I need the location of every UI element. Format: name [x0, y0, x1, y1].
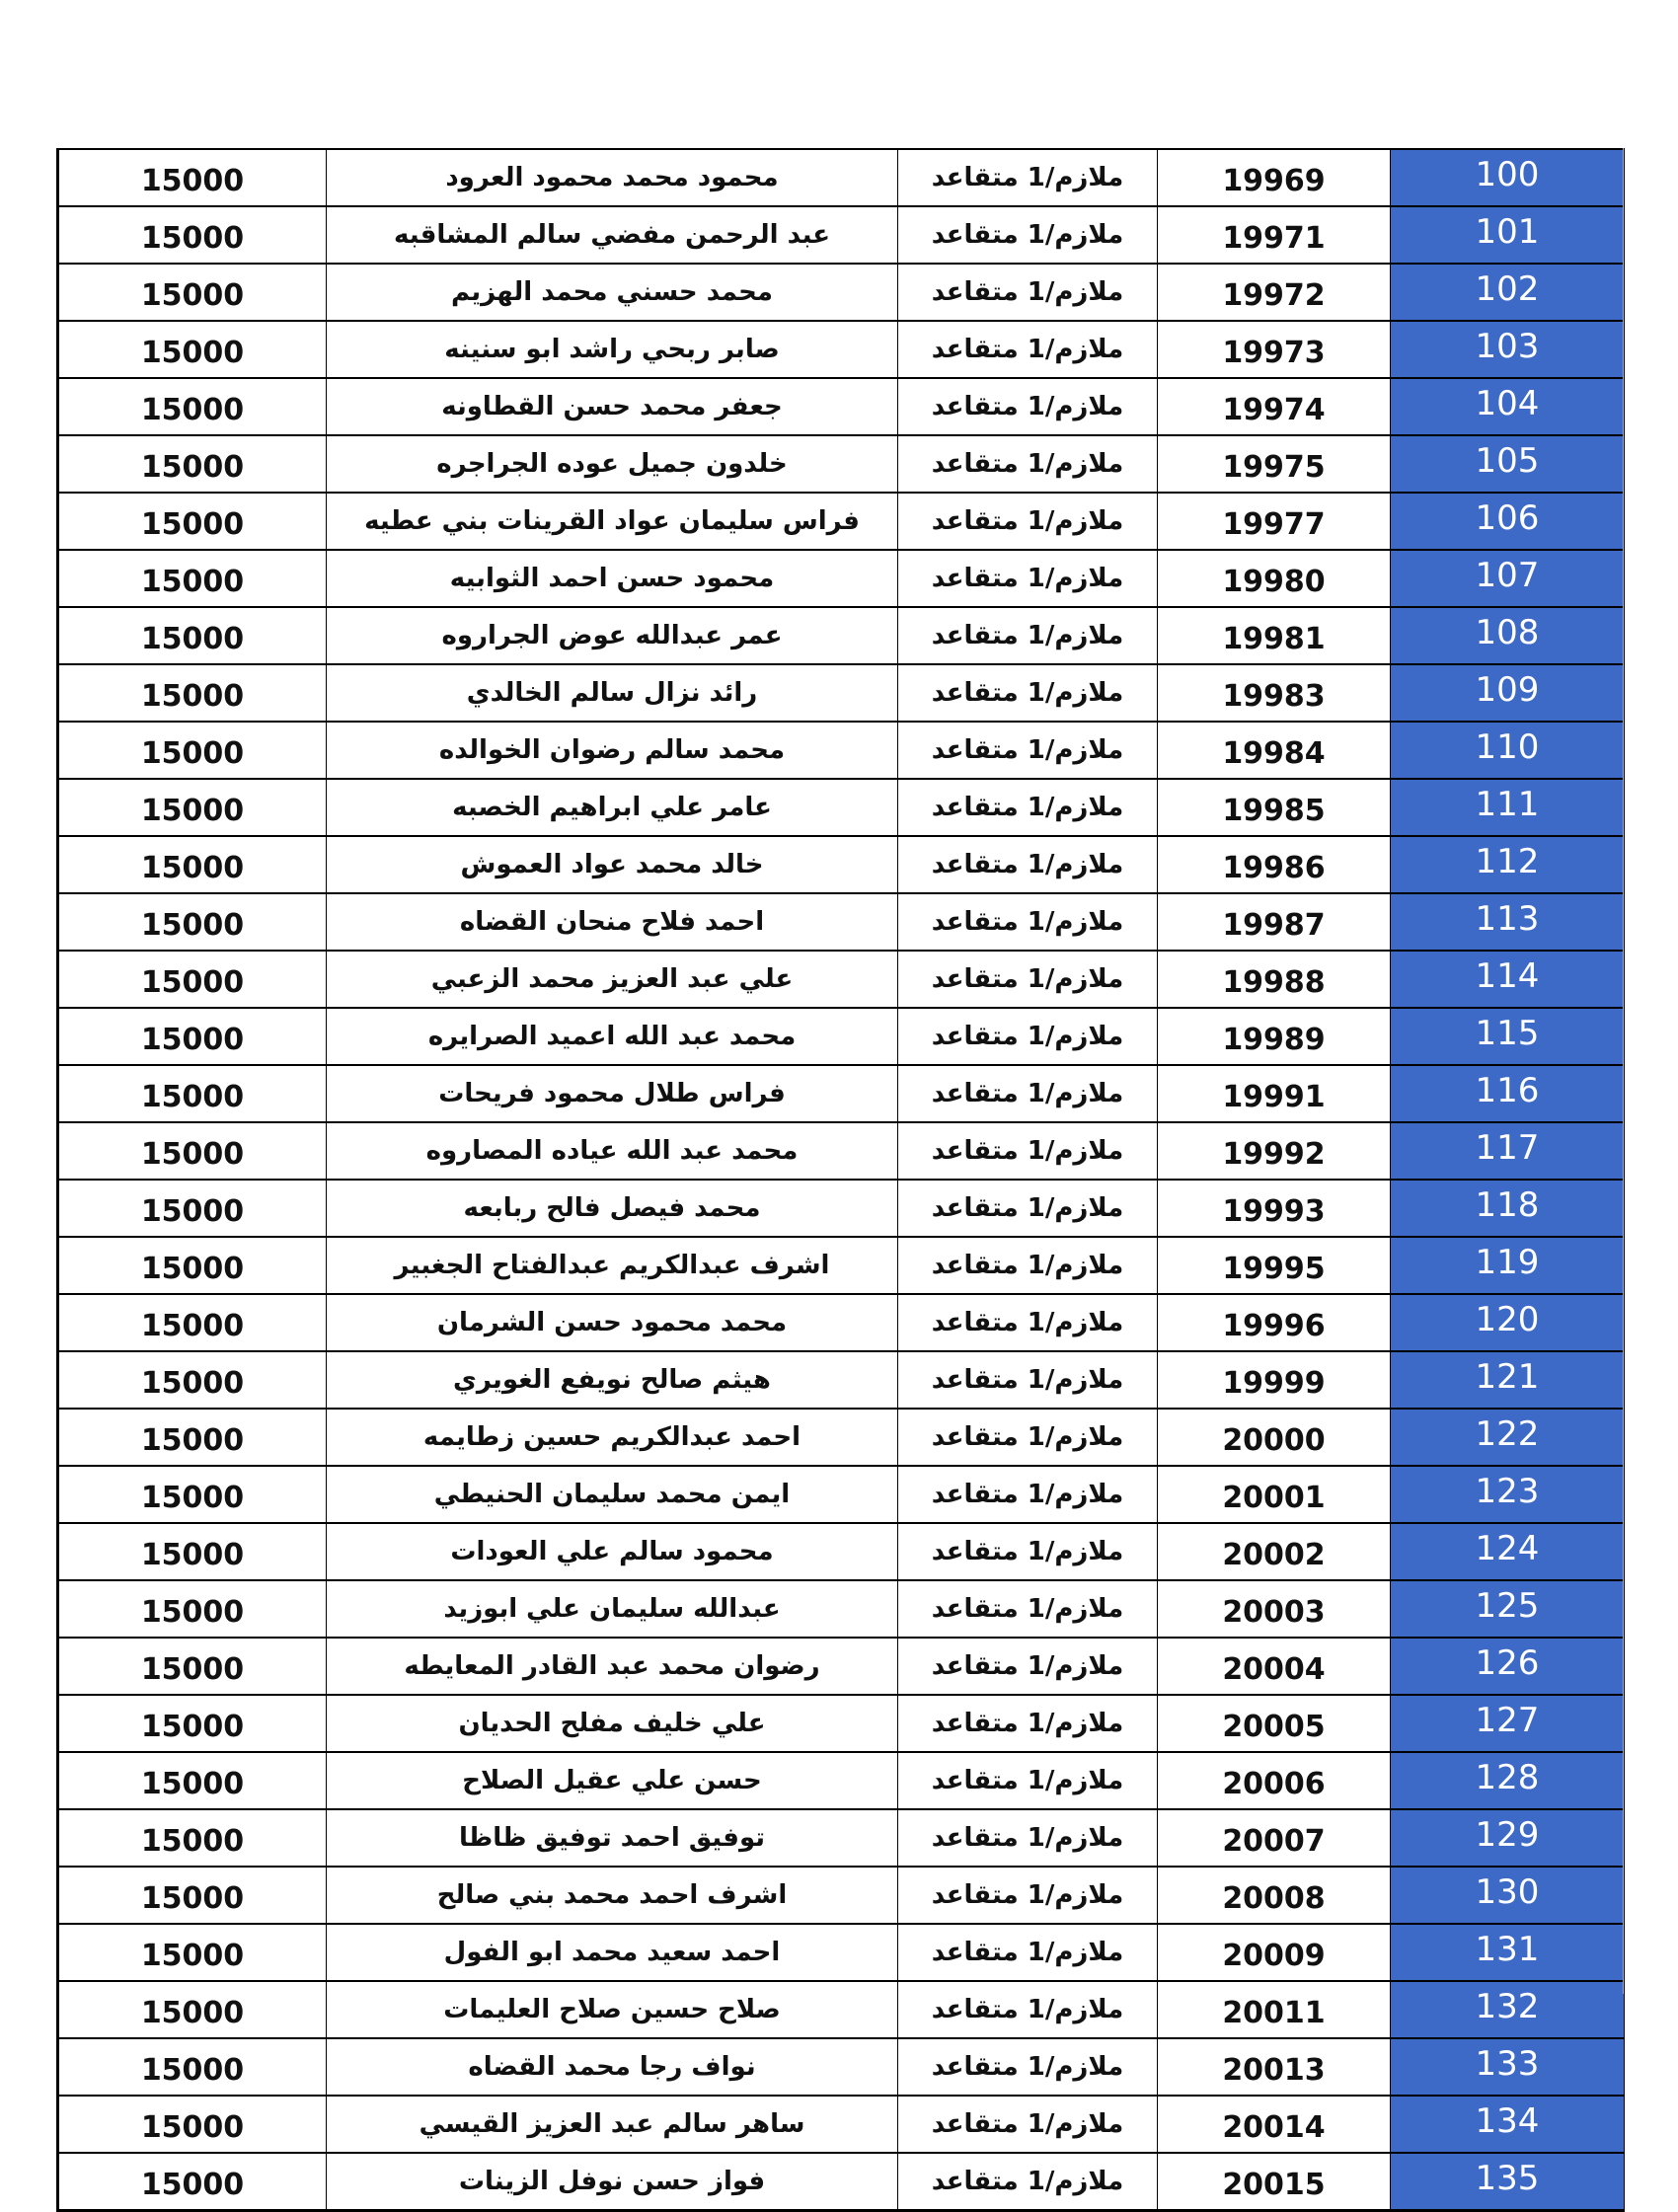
sequence-number-cell: 115 [1391, 1008, 1625, 1065]
table-row [58, 1122, 1625, 1180]
amount-cell: 15000 [58, 493, 327, 550]
rank-cell: ملازم/1 متقاعد [898, 1294, 1158, 1351]
name-cell: اشرف عبدالكريم عبدالفتاح الجغبير [327, 1237, 898, 1294]
amount-cell: 15000 [58, 1695, 327, 1752]
rank-cell: ملازم/1 متقاعد [898, 493, 1158, 550]
sequence-number-cell: 117 [1391, 1122, 1625, 1180]
amount-cell: 15000 [58, 1180, 327, 1237]
table-row [58, 2038, 1625, 2096]
sequence-number-cell: 124 [1391, 1523, 1625, 1580]
table-row [58, 836, 1625, 893]
military-number-cell: 20001 [1158, 1466, 1391, 1523]
name-cell: عبدالله سليمان علي ابوزيد [327, 1580, 898, 1638]
amount-cell: 15000 [58, 607, 327, 664]
rank-cell: ملازم/1 متقاعد [898, 1409, 1158, 1466]
sequence-number-cell: 106 [1391, 493, 1625, 550]
rank-cell: ملازم/1 متقاعد [898, 1523, 1158, 1580]
name-cell: توفيق احمد توفيق ظاظا [327, 1809, 898, 1867]
name-cell: محمود محمد محمود العرود [327, 149, 898, 206]
rank-cell: ملازم/1 متقاعد [898, 550, 1158, 607]
military-number-cell: 20002 [1158, 1523, 1391, 1580]
rank-cell: ملازم/1 متقاعد [898, 722, 1158, 779]
sheet-edge-line [1623, 148, 1624, 1994]
military-number-cell: 20003 [1158, 1580, 1391, 1638]
table-row [58, 1008, 1625, 1065]
name-cell: عامر علي ابراهيم الخصبه [327, 779, 898, 836]
sequence-number-cell: 108 [1391, 607, 1625, 664]
military-number-cell: 20008 [1158, 1867, 1391, 1924]
rank-cell: ملازم/1 متقاعد [898, 664, 1158, 722]
sequence-number-cell: 113 [1391, 893, 1625, 951]
sequence-number-cell: 130 [1391, 1867, 1625, 1924]
name-cell: نواف رجا محمد القضاه [327, 2038, 898, 2096]
sequence-number-cell: 133 [1391, 2038, 1625, 2096]
sequence-number-cell: 116 [1391, 1065, 1625, 1122]
table-row [58, 321, 1625, 378]
sequence-number-cell: 104 [1391, 378, 1625, 435]
military-number-cell: 19975 [1158, 435, 1391, 493]
table-row [58, 378, 1625, 435]
amount-cell: 15000 [58, 1580, 327, 1638]
amount-cell: 15000 [58, 2096, 327, 2153]
table-row [58, 1294, 1625, 1351]
table-row [58, 1809, 1625, 1867]
sequence-number-cell: 118 [1391, 1180, 1625, 1237]
table-row [58, 1351, 1625, 1409]
name-cell: محمد عبد الله عياده المصاروه [327, 1122, 898, 1180]
table-row [58, 149, 1625, 206]
name-cell: خالد محمد عواد العموش [327, 836, 898, 893]
military-number-cell: 20014 [1158, 2096, 1391, 2153]
name-cell: فواز حسن نوفل الزينات [327, 2153, 898, 2211]
name-cell: محمود سالم علي العودات [327, 1523, 898, 1580]
military-number-cell: 20007 [1158, 1809, 1391, 1867]
name-cell: اشرف احمد محمد بني صالح [327, 1867, 898, 1924]
table-row [58, 1409, 1625, 1466]
name-cell: عبد الرحمن مفضي سالم المشاقبه [327, 206, 898, 264]
rank-cell: ملازم/1 متقاعد [898, 1466, 1158, 1523]
name-cell: رائد نزال سالم الخالدي [327, 664, 898, 722]
table-row [58, 664, 1625, 722]
amount-cell: 15000 [58, 1981, 327, 2038]
table-row [58, 1466, 1625, 1523]
rank-cell: ملازم/1 متقاعد [898, 607, 1158, 664]
amount-cell: 15000 [58, 378, 327, 435]
rank-cell: ملازم/1 متقاعد [898, 206, 1158, 264]
rank-cell: ملازم/1 متقاعد [898, 1580, 1158, 1638]
amount-cell: 15000 [58, 550, 327, 607]
name-cell: محمد سالم رضوان الخوالده [327, 722, 898, 779]
amount-cell: 15000 [58, 893, 327, 951]
table-row [58, 607, 1625, 664]
amount-cell: 15000 [58, 149, 327, 206]
military-number-cell: 19984 [1158, 722, 1391, 779]
military-number-cell: 19995 [1158, 1237, 1391, 1294]
amount-cell: 15000 [58, 1752, 327, 1809]
amount-cell: 15000 [58, 1638, 327, 1695]
military-number-cell: 20004 [1158, 1638, 1391, 1695]
amount-cell: 15000 [58, 779, 327, 836]
rank-cell: ملازم/1 متقاعد [898, 1122, 1158, 1180]
sequence-number-cell: 134 [1391, 2096, 1625, 2153]
name-cell: احمد سعيد محمد ابو الفول [327, 1924, 898, 1981]
amount-cell: 15000 [58, 1237, 327, 1294]
rank-cell: ملازم/1 متقاعد [898, 1695, 1158, 1752]
military-number-cell: 19986 [1158, 836, 1391, 893]
military-number-cell: 19972 [1158, 264, 1391, 321]
table-row [58, 2153, 1625, 2211]
sequence-number-cell: 131 [1391, 1924, 1625, 1981]
sequence-number-cell: 112 [1391, 836, 1625, 893]
military-number-cell: 19991 [1158, 1065, 1391, 1122]
rank-cell: ملازم/1 متقاعد [898, 264, 1158, 321]
amount-cell: 15000 [58, 1924, 327, 1981]
rank-cell: ملازم/1 متقاعد [898, 435, 1158, 493]
amount-cell: 15000 [58, 435, 327, 493]
table-row [58, 1695, 1625, 1752]
sequence-number-cell: 105 [1391, 435, 1625, 493]
rank-cell: ملازم/1 متقاعد [898, 893, 1158, 951]
amount-cell: 15000 [58, 1409, 327, 1466]
table-row [58, 1523, 1625, 1580]
rank-cell: ملازم/1 متقاعد [898, 378, 1158, 435]
amount-cell: 15000 [58, 206, 327, 264]
military-number-cell: 19983 [1158, 664, 1391, 722]
name-cell: جعفر محمد حسن القطاونه [327, 378, 898, 435]
name-cell: صابر ربحي راشد ابو سنينه [327, 321, 898, 378]
military-number-cell: 19988 [1158, 951, 1391, 1008]
military-number-cell: 19981 [1158, 607, 1391, 664]
table-body [58, 149, 1625, 2211]
rank-cell: ملازم/1 متقاعد [898, 1981, 1158, 2038]
military-number-cell: 19974 [1158, 378, 1391, 435]
sequence-number-cell: 132 [1391, 1981, 1625, 2038]
amount-cell: 15000 [58, 836, 327, 893]
rank-cell: ملازم/1 متقاعد [898, 1752, 1158, 1809]
rank-cell: ملازم/1 متقاعد [898, 2038, 1158, 2096]
sequence-number-cell: 135 [1391, 2153, 1625, 2211]
sequence-number-cell: 119 [1391, 1237, 1625, 1294]
military-number-cell: 20015 [1158, 2153, 1391, 2211]
name-cell: رضوان محمد عبد القادر المعايطه [327, 1638, 898, 1695]
military-number-cell: 20013 [1158, 2038, 1391, 2096]
rank-cell: ملازم/1 متقاعد [898, 1867, 1158, 1924]
amount-cell: 15000 [58, 722, 327, 779]
name-cell: محمد عبد الله اعميد الصرايره [327, 1008, 898, 1065]
name-cell: حسن علي عقيل الصلاح [327, 1752, 898, 1809]
amount-cell: 15000 [58, 1523, 327, 1580]
table-row [58, 1981, 1625, 2038]
military-number-cell: 19999 [1158, 1351, 1391, 1409]
military-number-cell: 20000 [1158, 1409, 1391, 1466]
military-number-cell: 19989 [1158, 1008, 1391, 1065]
table-row [58, 1638, 1625, 1695]
rank-cell: ملازم/1 متقاعد [898, 321, 1158, 378]
military-number-cell: 20006 [1158, 1752, 1391, 1809]
table-row [58, 1180, 1625, 1237]
name-cell: احمد فلاح منحان القضاه [327, 893, 898, 951]
name-cell: علي خليف مفلح الحديان [327, 1695, 898, 1752]
sequence-number-cell: 100 [1391, 149, 1625, 206]
military-number-cell: 19973 [1158, 321, 1391, 378]
sequence-number-cell: 102 [1391, 264, 1625, 321]
military-number-cell: 19985 [1158, 779, 1391, 836]
amount-cell: 15000 [58, 1466, 327, 1523]
rank-cell: ملازم/1 متقاعد [898, 2153, 1158, 2211]
sequence-number-cell: 103 [1391, 321, 1625, 378]
name-cell: فراس طلال محمود فريحات [327, 1065, 898, 1122]
amount-cell: 15000 [58, 1809, 327, 1867]
amount-cell: 15000 [58, 1065, 327, 1122]
sequence-number-cell: 114 [1391, 951, 1625, 1008]
rank-cell: ملازم/1 متقاعد [898, 1180, 1158, 1237]
amount-cell: 15000 [58, 2153, 327, 2211]
name-cell: احمد عبدالكريم حسين زطايمه [327, 1409, 898, 1466]
military-number-cell: 19971 [1158, 206, 1391, 264]
name-cell: فراس سليمان عواد القرينات بني عطيه [327, 493, 898, 550]
military-number-cell: 20009 [1158, 1924, 1391, 1981]
name-cell: محمود حسن احمد الثوابيه [327, 550, 898, 607]
amount-cell: 15000 [58, 664, 327, 722]
table-row [58, 722, 1625, 779]
rank-cell: ملازم/1 متقاعد [898, 1351, 1158, 1409]
name-cell: محمد حسني محمد الهزيم [327, 264, 898, 321]
sequence-number-cell: 128 [1391, 1752, 1625, 1809]
table-row [58, 435, 1625, 493]
sequence-number-cell: 127 [1391, 1695, 1625, 1752]
sequence-number-cell: 107 [1391, 550, 1625, 607]
military-number-cell: 20011 [1158, 1981, 1391, 2038]
name-cell: عمر عبدالله عوض الجراروه [327, 607, 898, 664]
name-cell: صلاح حسين صلاح العليمات [327, 1981, 898, 2038]
sequence-number-cell: 111 [1391, 779, 1625, 836]
name-cell: ساهر سالم عبد العزيز القيسي [327, 2096, 898, 2153]
sequence-number-cell: 123 [1391, 1466, 1625, 1523]
amount-cell: 15000 [58, 2038, 327, 2096]
military-number-cell: 19993 [1158, 1180, 1391, 1237]
military-number-cell: 19996 [1158, 1294, 1391, 1351]
amount-cell: 15000 [58, 1351, 327, 1409]
table-row [58, 550, 1625, 607]
name-cell: خلدون جميل عوده الجراجره [327, 435, 898, 493]
retirees-table [56, 148, 1625, 2212]
table-row [58, 1065, 1625, 1122]
table-row [58, 1237, 1625, 1294]
rank-cell: ملازم/1 متقاعد [898, 1237, 1158, 1294]
rank-cell: ملازم/1 متقاعد [898, 2096, 1158, 2153]
rank-cell: ملازم/1 متقاعد [898, 951, 1158, 1008]
military-number-cell: 19980 [1158, 550, 1391, 607]
table-row [58, 779, 1625, 836]
sequence-number-cell: 129 [1391, 1809, 1625, 1867]
rank-cell: ملازم/1 متقاعد [898, 1638, 1158, 1695]
table-row [58, 1867, 1625, 1924]
military-number-cell: 19969 [1158, 149, 1391, 206]
military-number-cell: 19977 [1158, 493, 1391, 550]
amount-cell: 15000 [58, 321, 327, 378]
table-row [58, 951, 1625, 1008]
sequence-number-cell: 121 [1391, 1351, 1625, 1409]
name-cell: محمد محمود حسن الشرمان [327, 1294, 898, 1351]
amount-cell: 15000 [58, 264, 327, 321]
rank-cell: ملازم/1 متقاعد [898, 1924, 1158, 1981]
table-row [58, 2096, 1625, 2153]
table-row [58, 1580, 1625, 1638]
military-number-cell: 19992 [1158, 1122, 1391, 1180]
amount-cell: 15000 [58, 1867, 327, 1924]
amount-cell: 15000 [58, 951, 327, 1008]
name-cell: هيثم صالح نويفع الغويري [327, 1351, 898, 1409]
rank-cell: ملازم/1 متقاعد [898, 149, 1158, 206]
table-row [58, 1924, 1625, 1981]
table-row [58, 893, 1625, 951]
military-number-cell: 19987 [1158, 893, 1391, 951]
sequence-number-cell: 122 [1391, 1409, 1625, 1466]
amount-cell: 15000 [58, 1294, 327, 1351]
rank-cell: ملازم/1 متقاعد [898, 779, 1158, 836]
name-cell: ايمن محمد سليمان الحنيطي [327, 1466, 898, 1523]
rank-cell: ملازم/1 متقاعد [898, 1065, 1158, 1122]
name-cell: محمد فيصل فالح ربابعه [327, 1180, 898, 1237]
table-row [58, 264, 1625, 321]
rank-cell: ملازم/1 متقاعد [898, 1809, 1158, 1867]
amount-cell: 15000 [58, 1008, 327, 1065]
sequence-number-cell: 110 [1391, 722, 1625, 779]
military-number-cell: 20005 [1158, 1695, 1391, 1752]
rank-cell: ملازم/1 متقاعد [898, 1008, 1158, 1065]
sequence-number-cell: 109 [1391, 664, 1625, 722]
document-sheet [56, 148, 1619, 2212]
sequence-number-cell: 125 [1391, 1580, 1625, 1638]
rank-cell: ملازم/1 متقاعد [898, 836, 1158, 893]
name-cell: علي عبد العزيز محمد الزعبي [327, 951, 898, 1008]
sequence-number-cell: 101 [1391, 206, 1625, 264]
table-row [58, 1752, 1625, 1809]
amount-cell: 15000 [58, 1122, 327, 1180]
table-row [58, 206, 1625, 264]
table-row [58, 493, 1625, 550]
sequence-number-cell: 120 [1391, 1294, 1625, 1351]
sequence-number-cell: 126 [1391, 1638, 1625, 1695]
